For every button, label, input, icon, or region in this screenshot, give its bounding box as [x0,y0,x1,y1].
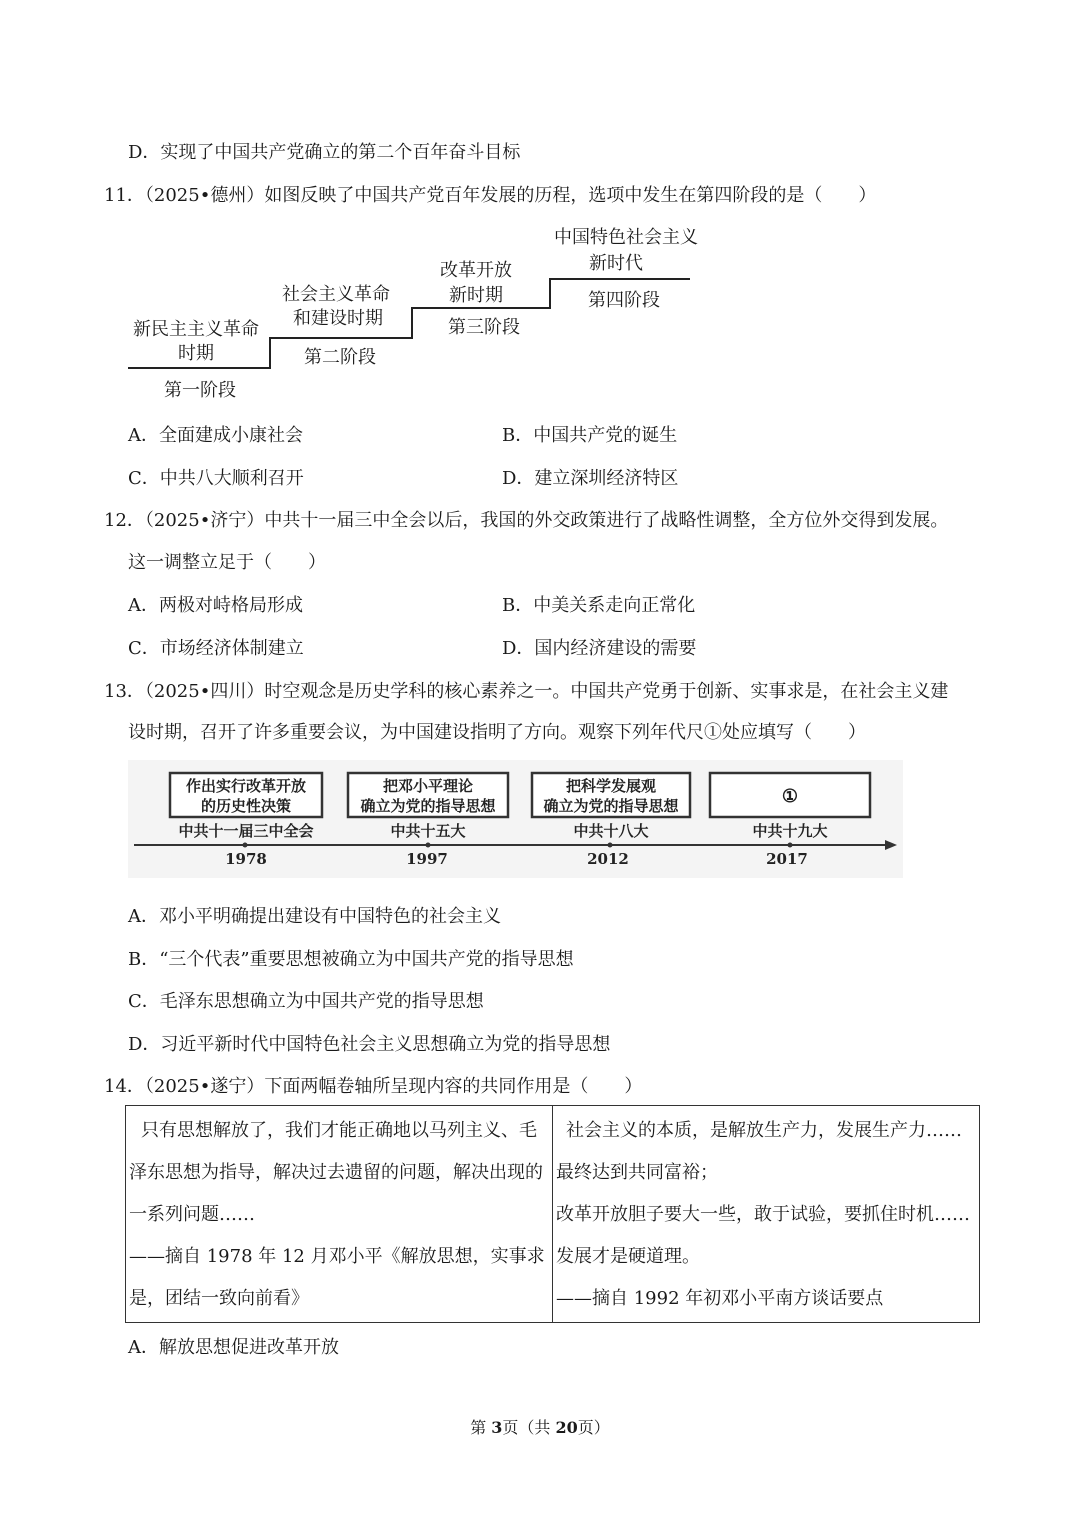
stage4-label: 第四阶段 [588,290,660,311]
footer-page-number: 3 [491,1418,503,1437]
stage2-title-line2: 和建设时期 [293,308,383,329]
timeline-diagram [0,760,920,880]
stage1-label: 第一阶段 [164,380,236,401]
stage1-title-line2: 时期 [178,343,214,364]
q12-stem-line1: 12．（2025•济宁）中共十一届三中全会以后，我国的外交政策进行了战略性调整，全方位外交得到发展。 [104,510,949,531]
q12-option-c: C．市场经济体制建立 [128,638,304,659]
q14-stem: 14．（2025•遂宁）下面两幅卷轴所呈现内容的共同作用是（ ） [104,1076,643,1097]
timeline-year-2017: 2017 [766,850,808,868]
timeline-tick-2012 [608,843,613,848]
q14-option-a: A．解放思想促进改革开放 [128,1337,339,1358]
stage4-title-line2: 新时代 [589,253,643,274]
timeline-box-2017-marker: ① [781,786,799,807]
footer-suffix: 页） [577,1418,610,1437]
timeline-box-2012-line2: 确立为党的指导思想 [543,797,679,815]
timeline-year-2012: 2012 [587,850,629,868]
timeline-tick-1997 [426,843,431,848]
left-scroll-source: ——摘自 1978 年 12 月邓小平《解放思想，实事求是，团结一致向前看》 [129,1246,545,1309]
left-scroll-cell [126,1106,553,1323]
right-scroll-line2: 改革开放胆子要大一些，敢于试验，要抓住时机……发展才是硬道理。 [556,1204,970,1267]
timeline-box-1978-line1: 作出实行改革开放 [185,777,307,795]
q13-option-c: C．毛泽东思想确立为中国共产党的指导思想 [128,991,484,1012]
right-scroll-cell [553,1106,980,1323]
q12-stem-line2: 这一调整立足于（ ） [128,552,326,573]
footer-total-pages: 20 [555,1418,578,1437]
q10-option-d: D．实现了中国共产党确立的第二个百年奋斗目标 [128,142,521,163]
stage4-title-line1: 中国特色社会主义 [554,227,698,248]
stage3-title-line1: 改革开放 [440,260,512,281]
q13-option-d: D．习近平新时代中国特色社会主义思想确立为党的指导思想 [128,1034,611,1055]
footer-middle: 页（共 [502,1418,556,1437]
right-scroll-source: ——摘自 1992 年初邓小平南方谈话要点 [556,1288,884,1309]
stage3-label: 第三阶段 [448,317,520,338]
timeline-box-1978-line2: 的历史性决策 [200,797,292,815]
timeline-tick-2017 [788,843,793,848]
q11-option-d: D．建立深圳经济特区 [502,468,679,489]
q11-option-c: C．中共八大顺利召开 [128,468,304,489]
q11-option-a: A．全面建成小康社会 [128,425,303,446]
q11-option-b: B．中国共产党的诞生 [502,425,678,446]
q12-option-b: B．中美关系走向正常化 [502,595,696,616]
q13-option-a: A．邓小平明确提出建设有中国特色的社会主义 [128,906,501,927]
timeline-box-1997-line1: 把邓小平理论 [382,777,474,795]
q13-option-b: B．“三个代表”重要思想被确立为中国共产党的指导思想 [128,949,574,970]
q13-stem-line2: 设时期，召开了许多重要会议，为中国建设指明了方向。观察下列年代尺①处应填写（ ） [128,722,866,743]
stage-staircase-diagram [0,220,760,410]
stage1-title-line1: 新民主主义革命 [133,319,259,340]
q13-stem-line1: 13．（2025•四川）时空观念是历史学科的核心素养之一。中国共产党勇于创新、实事求是，在社会主义建 [104,681,949,702]
timeline-year-1978: 1978 [225,850,267,868]
timeline-tick-1978 [243,843,248,848]
timeline-year-1997: 1997 [406,850,448,868]
q11-stem: 11．（2025•德州）如图反映了中国共产党百年发展的历程，选项中发生在第四阶段的是（ ） [104,185,877,206]
timeline-box-1997-line2: 确立为党的指导思想 [360,797,496,815]
right-scroll-line1: 社会主义的本质，是解放生产力，发展生产力……最终达到共同富裕； [556,1120,962,1183]
stage3-title-line2: 新时期 [449,285,503,306]
stage2-title-line1: 社会主义革命 [282,284,390,305]
timeline-meeting-2012: 中共十八大 [573,822,649,840]
page-footer [0,1415,1080,1438]
timeline-meeting-1978: 中共十一届三中全会 [178,822,314,840]
timeline-meeting-2017: 中共十九大 [752,822,828,840]
timeline-meeting-1997: 中共十五大 [390,822,466,840]
timeline-box-2012-line1: 把科学发展观 [565,777,657,795]
left-scroll-text: 只有思想解放了，我们才能正确地以马列主义、毛泽东思想为指导，解决过去遗留的问题，解决出现的一系列问题…… [129,1120,543,1225]
stage2-label: 第二阶段 [304,347,376,368]
q12-option-a: A．两极对峙格局形成 [128,595,303,616]
scroll-quotes-table [125,1105,980,1323]
q12-option-d: D．国内经济建设的需要 [502,638,697,659]
footer-prefix: 第 [470,1418,492,1437]
